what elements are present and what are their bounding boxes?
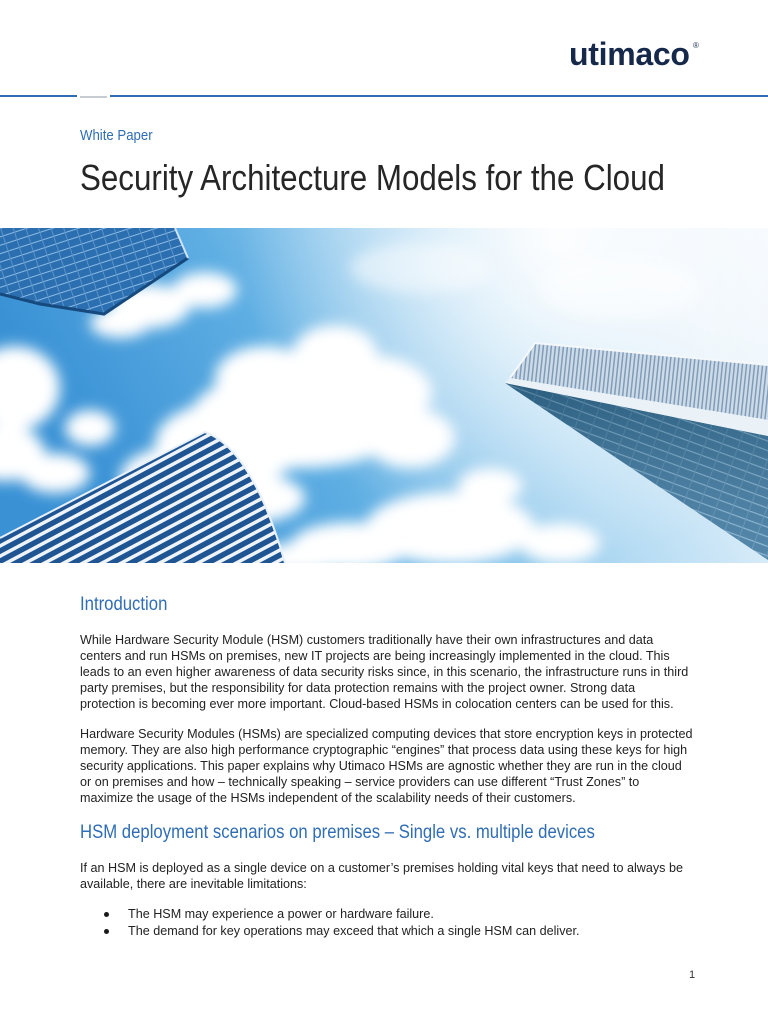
cloud	[365, 408, 455, 468]
paragraph-line: security applications. This paper explains why Utimaco HSMs are agnostic whether they are run in the cloud	[80, 759, 682, 773]
cloud	[458, 468, 522, 504]
document-type-label: White Paper	[80, 127, 153, 144]
registered-trademark-mark: ®	[693, 41, 699, 50]
header-rule-left	[0, 95, 77, 97]
paragraph-line: memory. They are also high performance cryptographic “engines” that process data using these keys for high	[80, 743, 688, 757]
list-item-text: The demand for key operations may exceed that which a single HSM can deliver.	[128, 924, 580, 938]
cloud	[20, 453, 90, 493]
list-item-text: The HSM may experience a power or hardware failure.	[128, 907, 434, 921]
section-heading-deployment: HSM deployment scenarios on premises – Single vs. multiple devices	[80, 822, 595, 843]
paragraph-line: maximize the usage of the HSMs independent of the scalability needs of their customers.	[80, 791, 576, 805]
paragraph-line: centers and run HSMs on premises, new IT projects are being increasingly implemented in the cloud. This	[80, 649, 670, 663]
bullet-icon	[104, 912, 109, 917]
paragraph	[80, 726, 692, 806]
hero-image	[0, 228, 768, 563]
paragraph-line: If an HSM is deployed as a single device on a customer’s premises holding vital keys that need to always be	[80, 861, 683, 875]
paragraph-line: party premises, but the responsibility for data protection remains with the project owner. Strong data	[80, 681, 636, 695]
paragraph-line: available, there are inevitable limitations:	[80, 877, 307, 891]
cloud	[65, 410, 115, 446]
paragraph	[80, 860, 683, 892]
section-heading-introduction: Introduction	[80, 594, 168, 615]
cloud	[350, 243, 490, 293]
paragraph-line: or on premises and how – technically speaking – service providers can use different “Trust Zones” to	[80, 775, 640, 789]
cloud	[173, 272, 237, 308]
paragraph-line: While Hardware Security Module (HSM) customers traditionally have their own infrastructures and data	[80, 633, 654, 647]
list-item	[80, 906, 700, 923]
cloud	[520, 523, 600, 563]
utimaco-logo	[569, 36, 703, 72]
header-rule-right	[110, 95, 768, 97]
document-title: Security Architecture Models for the Cloud	[80, 157, 665, 198]
logo-wordmark: utimaco	[569, 36, 690, 72]
cloud	[540, 258, 700, 318]
cloud	[215, 346, 315, 410]
bullet-icon	[104, 929, 109, 934]
header-rule-marker	[80, 96, 107, 98]
paragraph-line: Hardware Security Modules (HSMs) are specialized computing devices that store encryption keys in protected	[80, 727, 693, 741]
paragraph-line: protection is becoming ever more important. Cloud-based HSMs in colocation centers can be used for this.	[80, 697, 674, 711]
paragraph-line: leads to an even higher awareness of data security risks since, in this scenario, the infrastructure runs in third	[80, 665, 689, 679]
list-item	[80, 923, 700, 940]
paragraph	[80, 632, 688, 712]
page-number: 1	[689, 969, 696, 981]
bulleted-list	[80, 906, 700, 940]
